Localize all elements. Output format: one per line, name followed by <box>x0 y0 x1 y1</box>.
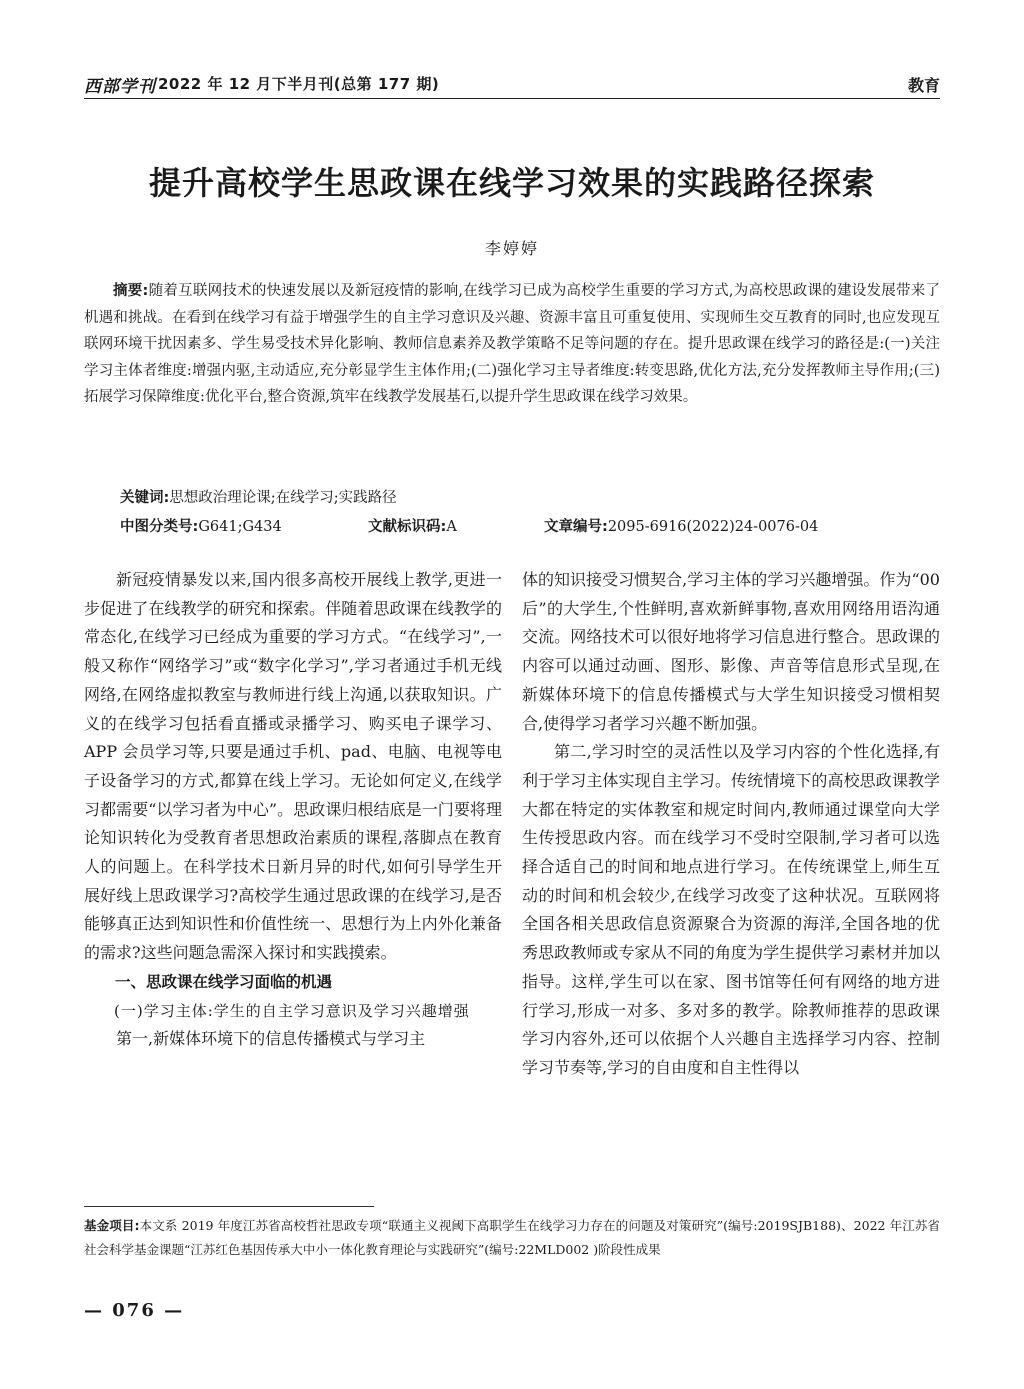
section-label: 教育 <box>907 76 940 95</box>
subsection-heading: (一)学习主体:学生的自主学习意识及学习兴趣增强 <box>114 1001 470 1020</box>
article-title: 提升高校学生思政课在线学习效果的实践路径探索 <box>148 164 875 202</box>
doc-code-label: 文献标识码: <box>368 519 447 535</box>
clc-value: G641;G434 <box>198 519 282 535</box>
section-heading: 一、思政课在线学习面临的机遇 <box>115 972 333 991</box>
issue-info: 2022 年 12 月下半月刊(总第 177 期) <box>158 75 440 93</box>
journal-logo: 西部学刊 <box>84 77 156 97</box>
keywords-label: 关键词: <box>120 490 170 506</box>
funding-label: 基金项目: <box>84 1218 140 1233</box>
funding-note <box>84 1214 940 1262</box>
running-header <box>84 70 940 99</box>
paragraph: 第一,新媒体环境下的信息传播模式与学习主 <box>116 1029 426 1049</box>
abstract <box>84 278 940 411</box>
paragraph: 第二,学习时空的灵活性以及学习内容的个性化选择,有利于学习主体实现自主学习。传统情境下的高校思政课教学大都在特定的实体教室和规定时间内,教师通过课堂向大学生传授思政内容。而在线学习不受时空限制,学习者可以选择合适自己的时间和地点进行学习。在传统课堂上,师生互动的时间和机会较少,在线学习改变了这种状况。互联网将全国各相关思政信息资源聚合为资源的海洋,全国各地的优秀思政教师或专家从不同的角度为学生提供学习素材并加以指导。这样,学生可以在家、图书馆等任何有网络的地方进行学习,形成一对多、多对多的教学。除教师推荐的思政课学习内容外,还可以依据个人兴趣自主选择学习内容、控制学习节奏等,学习的自由度和自主性得以 <box>522 742 940 1077</box>
abstract-text: 随着互联网技术的快速发展以及新冠疫情的影响,在线学习已成为高校学生重要的学习方式,为高校思政课的建设发展带来了机遇和挑战。在看到在线学习有益于增强学生的自主学习意识及兴趣、资源丰富且可重复使用、实现师生交互教育的同时,也应发现互联网环境干扰因素多、学生易受技术异化影响、教师信息素养及教学策略不足等问题的存在。提升思政课在线学习的路径是:(一)关注学习主体者维度:增强内驱,主动适应,充分彰显学生主体作用;(二)强化学习主导者维度:转变思路,优化方法,充分发挥教师主导作用;(三)拓展学习保障维度:优化平台,整合资源,筑牢在线教学发展基石,以提升学生思政课在线学习效果。 <box>84 283 940 405</box>
keywords <box>84 486 940 507</box>
body-column-left <box>84 566 502 1054</box>
funding-text: 本文系 2019 年度江苏省高校哲社思政专项“联通主义视阈下高职学生在线学习力存在的问题及对策研究”(编号:2019SJB188)、2022 年江苏省社会科学基金课题“江苏红色基因传承大中小一体化教育理论与实践研究”(编号:22MLD002 )阶段性成果 <box>84 1218 940 1257</box>
keywords-text: 思想政治理论课;在线学习;实践路径 <box>169 490 397 506</box>
classification-line <box>84 515 940 536</box>
abstract-label: 摘要: <box>113 283 149 299</box>
paragraph: 体的知识接受习惯契合,学习主体的学习兴趣增强。作为“00 后”的大学生,个性鲜明,喜欢新鲜事物,喜欢用网络用语沟通交流。网络技术可以很好地将学习信息进行整合。思政课的内容可以通过动画、图形、影像、声音等信息形式呈现,在新媒体环境下的信息传播模式与大学生知识接受习惯相契合,使得学习者学习兴趣不断加强。 <box>522 570 940 733</box>
article-no-label: 文章编号: <box>544 519 608 535</box>
author-name: 李婷婷 <box>484 239 539 258</box>
clc-label: 中图分类号: <box>120 519 199 535</box>
footnote-divider <box>84 1206 374 1207</box>
page-number: — 076 — <box>84 1300 185 1321</box>
paragraph: 新冠疫情暴发以来,国内很多高校开展线上教学,更进一步促进了在线教学的研究和探索。伴随着思政课在线教学的常态化,在线学习已经成为重要的学习方式。“在线学习”,一般又称作“网络学习”或“数字化学习”,学习者通过手机无线网络,在网络虚拟教室与教师进行线上沟通,以获取知识。广义的在线学习包括看直播或录播学习、购买电子课学习、APP 会员学习等,只要是通过手机、pad、电脑、电视等电子设备学习的方式,都算在线上学习。无论如何定义,在线学习都需要“以学习者为中心”。思政课归根结底是一门要将理论知识转化为受教育者思想政治素质的课程,落脚点在教育人的问题上。在科学技术日新月异的时代,如何引导学生开展好线上思政课学习?高校学生通过思政课的在线学习,是否能够真正达到知识性和价值性统一、思想行为上内外化兼备的需求?这些问题急需深入探讨和实践摸索。 <box>84 570 502 963</box>
article-no-value: 2095-6916(2022)24-0076-04 <box>607 519 819 535</box>
doc-code-value: A <box>446 519 457 535</box>
body-column-right <box>522 566 940 1083</box>
